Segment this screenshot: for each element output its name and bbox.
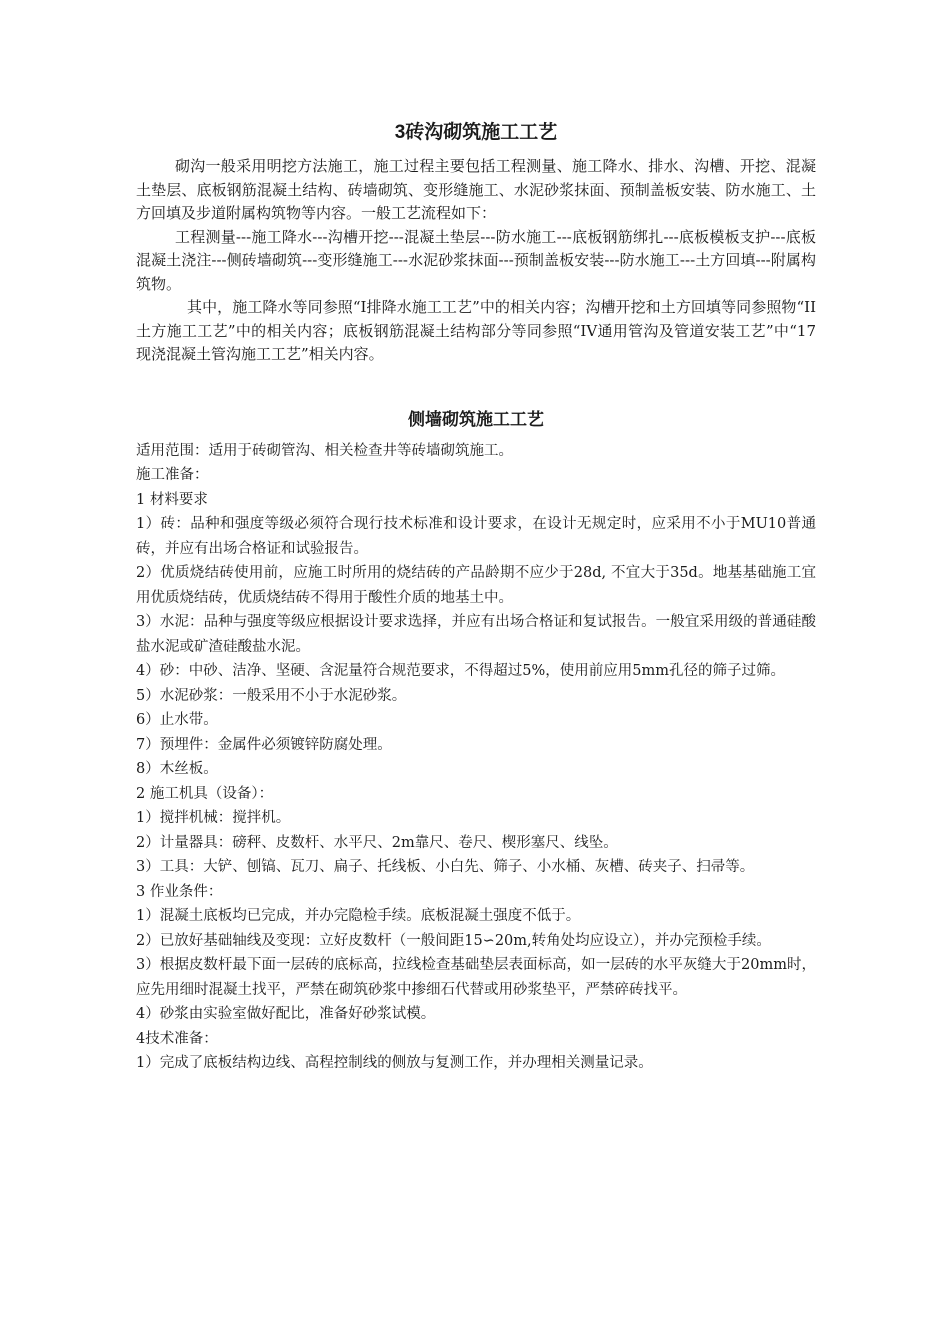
title-number: 3 bbox=[394, 122, 406, 143]
document-body bbox=[136, 118, 816, 1076]
list-item: 3）根据皮数杆最下面一层砖的底标高，拉线检查基础垫层表面标高，如一层砖的水平灰缝大于20mm时，应先用细时混凝土找平，严禁在砌筑砂浆中掺细石代替或用砂浆垫平，严禁碎砖找平。 bbox=[136, 957, 816, 998]
scope-line: 适用范围：适用于砖砌管沟、相关检查井等砖墙砌筑施工。 bbox=[136, 442, 513, 459]
list-item: 3）水泥：品种与强度等级应根据设计要求选择，并应有出场合格证和复试报告。一般宜采用级的普通硅酸盐水泥或矿渣硅酸盐水泥。 bbox=[136, 614, 816, 655]
section-subtitle: 侧墙砌筑施工工艺 bbox=[408, 409, 544, 430]
conditions-heading: 3 作业条件： bbox=[136, 883, 223, 900]
list-item: 2）计量器具：磅秤、皮数杆、水平尺、2m靠尺、卷尺、楔形塞尺、线坠。 bbox=[136, 834, 618, 851]
list-item: 2）已放好基础轴线及变现：立好皮数杆（一般间距15∽20m,转角处均应设立），并办完预检手续。 bbox=[136, 932, 771, 949]
section-gap bbox=[136, 367, 816, 407]
list-item: 8）木丝板。 bbox=[136, 761, 218, 777]
list-item: 1）完成了底板结构边线、高程控制线的侧放与复测工作，并办理相关测量记录。 bbox=[136, 1055, 653, 1071]
list-item: 3）工具：大铲、刨镐、瓦刀、扁子、托线板、小白先、筛子、小水桶、灰槽、砖夹子、扫帚等。 bbox=[136, 859, 755, 875]
list-item: 1）搅拌机械：搅拌机。 bbox=[136, 810, 291, 826]
list-item: 7）预埋件：金属件必须镀锌防腐处理。 bbox=[136, 736, 392, 753]
document-title bbox=[136, 118, 816, 147]
intro-paragraph: 砌沟一般采用明挖方法施工，施工过程主要包括工程测量、施工降水、排水、沟槽、开挖、混凝土垫层、底板钢筋混凝土结构、砖墙砌筑、变形缝施工、水泥砂浆抹面、预制盖板安装、防水施工、土方回填及步道附属构筑物等内容。一般工艺流程如下： bbox=[136, 157, 816, 222]
equipment-heading: 2 施工机具（设备）： bbox=[136, 785, 274, 802]
process-flow-paragraph: 工程测量---施工降水---沟槽开挖---混凝土垫层---防水施工---底板钢筋绑扎---底板模板支护---底板混凝土浇注---侧砖墙砌筑---变形缝施工---水泥砂浆抹面---预制盖板安装---防水施工---土方回填---附属构筑物。 bbox=[136, 227, 816, 293]
list-item: 1）混凝土底板均已完成，并办完隐检手续。底板混凝土强度不低于。 bbox=[136, 908, 581, 924]
title-text: 砖沟砌筑施工工艺 bbox=[405, 121, 558, 143]
reference-paragraph: 其中，施工降水等同参照“I排降水施工工艺”中的相关内容；沟槽开挖和土方回填等同参照物“II土方施工工艺”中的相关内容；底板钢筋混凝土结构部分等同参照“IV通用管沟及管道安装工艺”中“17现浇混凝土管沟施工工艺”相关内容。 bbox=[136, 298, 816, 363]
technical-heading: 4技术准备： bbox=[136, 1030, 218, 1047]
preparation-heading: 施工准备： bbox=[136, 467, 209, 483]
list-item: 6）止水带。 bbox=[136, 712, 218, 728]
list-item: 1）砖：品种和强度等级必须符合现行技术标准和设计要求，在设计无规定时，应采用不小于MU10普通砖，并应有出场合格证和试验报告。 bbox=[136, 516, 816, 557]
material-heading: 1 材料要求 bbox=[136, 491, 208, 508]
list-item: 2）优质烧结砖使用前，应施工时所用的烧结砖的产品龄期不应少于28d, 不宜大于35d。地基基础施工宜用优质烧结砖，优质烧结砖不得用于酸性介质的地基土中。 bbox=[136, 565, 816, 606]
list-item: 5）水泥砂浆：一般采用不小于水泥砂浆。 bbox=[136, 687, 407, 704]
list-item: 4）砂：中砂、洁净、坚硬、含泥量符合规范要求，不得超过5%，使用前应用5mm孔径的筛子过筛。 bbox=[136, 663, 785, 679]
list-item: 4）砂浆由实验室做好配比，准备好砂浆试模。 bbox=[136, 1006, 436, 1022]
